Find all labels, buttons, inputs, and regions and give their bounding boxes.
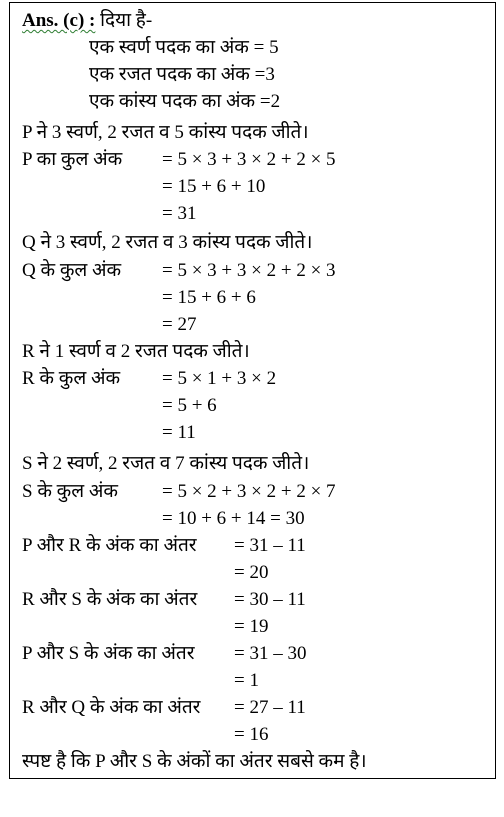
- diff-p-s-step: = 31 – 30: [234, 643, 307, 664]
- q-medals: Q ने 3 स्वर्ण, 2 रजत व 3 कांस्य पदक जीते।: [22, 232, 313, 253]
- p-total-label: P का कुल अंक: [22, 149, 123, 170]
- conclusion: स्पष्ट है कि P और S के अंकों का अंतर सबसे कम है।: [22, 751, 367, 772]
- q-total-label: Q के कुल अंक: [22, 260, 122, 281]
- q-total-step: = 15 + 6 + 6: [162, 287, 256, 308]
- r-total-step: = 5 × 1 + 3 × 2: [162, 368, 277, 389]
- p-total-step: = 15 + 6 + 10: [162, 176, 266, 197]
- answer-heading: [22, 9, 152, 33]
- diff-r-s-step: = 30 – 11: [234, 589, 306, 610]
- r-medals: R ने 1 स्वर्ण व 2 रजत पदक जीते।: [22, 341, 250, 362]
- diff-r-s-result: = 19: [234, 616, 269, 637]
- answer-intro: दिया है-: [100, 10, 153, 31]
- diff-p-s-result: = 1: [234, 670, 259, 691]
- s-total-label: S के कुल अंक: [22, 481, 118, 502]
- s-total-result: = 10 + 6 + 14 = 30: [162, 508, 305, 529]
- s-medals: S ने 2 स्वर्ण, 2 रजत व 7 कांस्य पदक जीते।: [22, 453, 310, 474]
- diff-r-q-result: = 16: [234, 724, 269, 745]
- q-total-result: = 27: [162, 314, 197, 335]
- p-medals: P ने 3 स्वर्ण, 2 रजत व 5 कांस्य पदक जीते।: [22, 122, 309, 143]
- diff-r-q-label: R और Q के अंक का अंतर: [22, 697, 201, 718]
- p-total-step: = 5 × 3 + 3 × 2 + 2 × 5: [162, 149, 336, 170]
- q-total-step: = 5 × 3 + 3 × 2 + 2 × 3: [162, 260, 336, 281]
- diff-r-s-label: R और S के अंक का अंतर: [22, 589, 198, 610]
- p-total-result: = 31: [162, 203, 197, 224]
- given-silver: एक रजत पदक का अंक =3: [89, 64, 275, 85]
- answer-label: Ans. (c) :: [22, 10, 96, 31]
- answer-box: [9, 2, 496, 779]
- diff-p-r-result: = 20: [234, 562, 269, 583]
- diff-r-q-step: = 27 – 11: [234, 697, 306, 718]
- r-total-result: = 11: [162, 422, 196, 443]
- given-gold: एक स्वर्ण पदक का अंक = 5: [89, 37, 279, 58]
- given-bronze: एक कांस्य पदक का अंक =2: [89, 91, 281, 112]
- diff-p-r-step: = 31 – 11: [234, 535, 306, 556]
- r-total-label: R के कुल अंक: [22, 368, 121, 389]
- s-total-step: = 5 × 2 + 3 × 2 + 2 × 7: [162, 481, 336, 502]
- r-total-step: = 5 + 6: [162, 395, 217, 416]
- diff-p-s-label: P और S के अंक का अंतर: [22, 643, 195, 664]
- diff-p-r-label: P और R के अंक का अंतर: [22, 535, 197, 556]
